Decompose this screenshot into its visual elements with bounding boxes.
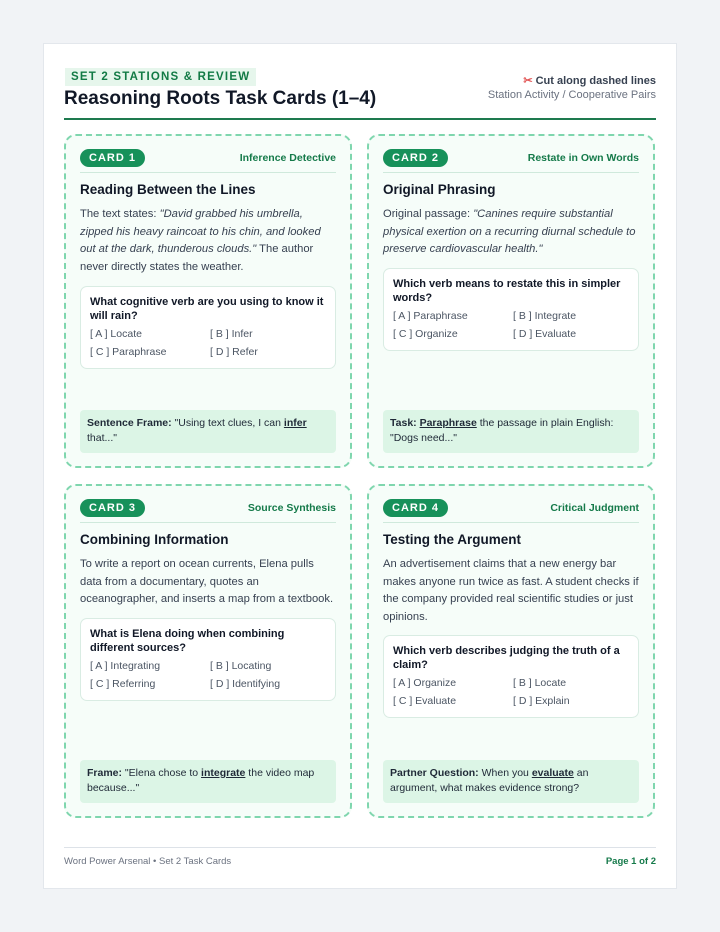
option-a: [ A ] Organize	[393, 677, 457, 689]
page-header	[64, 68, 656, 120]
answer-options	[90, 659, 326, 691]
question-text: Which verb means to restate this in simpler words?	[393, 278, 621, 304]
option-c: [ C ] Referring	[90, 678, 156, 690]
card-divider	[80, 172, 336, 173]
question-box	[80, 286, 336, 369]
card-skill: Critical Judgment	[550, 502, 639, 514]
card-skill: Restate in Own Words	[527, 152, 639, 164]
question-box	[383, 635, 639, 718]
card-label: CARD 2	[383, 149, 448, 167]
option-a: [ A ] Paraphrase	[393, 310, 468, 322]
activity-type: Station Activity / Cooperative Pairs	[487, 89, 656, 101]
option-d: [ D ] Explain	[513, 695, 570, 707]
option-c: [ C ] Evaluate	[393, 695, 457, 707]
option-d: [ D ] Evaluate	[513, 328, 577, 340]
footer-source: Word Power Arsenal • Set 2 Task Cards	[64, 856, 232, 867]
question-text: Which verb describes judging the truth of a claim?	[393, 645, 620, 671]
option-b: [ B ] Locating	[210, 660, 272, 672]
cut-instruction	[523, 74, 656, 87]
card-divider	[80, 522, 336, 523]
task-card-4	[367, 484, 655, 818]
card-title: Original Phrasing	[383, 182, 496, 197]
card-title: Reading Between the Lines	[80, 182, 256, 197]
question-box	[80, 618, 336, 701]
card-title: Testing the Argument	[383, 532, 521, 547]
option-c: [ C ] Organize	[393, 328, 458, 340]
scissors-icon: ✂	[523, 75, 533, 87]
sentence-frame: Frame: "Elena chose to integrate the video map because..."	[80, 760, 336, 803]
worksheet-page	[43, 43, 677, 889]
option-c: [ C ] Paraphrase	[90, 346, 167, 358]
answer-options	[90, 327, 326, 359]
card-label: CARD 1	[80, 149, 145, 167]
option-b: [ B ] Infer	[210, 328, 253, 340]
card-passage: The text states: "David grabbed his umbrella, zipped his heavy raincoat to his chin, and looked out at the dark, thunderous clouds." The author never directly states the weather.	[80, 208, 321, 273]
answer-options	[393, 676, 629, 708]
sentence-frame: Sentence Frame: "Using text clues, I can infer that..."	[80, 410, 336, 453]
option-a: [ A ] Integrating	[90, 660, 161, 672]
card-title: Combining Information	[80, 532, 229, 547]
card-passage: An advertisement claims that a new energy bar makes anyone run twice as fast. A student checks if the company provided real scientific studies or just opinions.	[383, 558, 639, 623]
question-box	[383, 268, 639, 351]
card-label: CARD 3	[80, 499, 145, 517]
footer-divider	[64, 847, 656, 848]
set-badge: SET 2 STATIONS & REVIEW	[65, 68, 256, 86]
card-passage: Original passage: "Canines require substantial physical exertion on a recurring diurnal schedule to preserve cardiovascular health."	[383, 208, 636, 255]
partner-question-frame: Partner Question: When you evaluate an argument, what makes evidence strong?	[383, 760, 639, 803]
card-label: CARD 4	[383, 499, 448, 517]
cut-text: Cut along dashed lines	[535, 75, 656, 87]
card-passage: To write a report on ocean currents, Elena pulls data from a documentary, quotes an oceanographer, and inserts a map from a textbook.	[80, 558, 334, 605]
option-d: [ D ] Identifying	[210, 678, 281, 690]
card-skill: Inference Detective	[239, 152, 336, 164]
task-card-3	[64, 484, 352, 818]
card-divider	[383, 172, 639, 173]
option-d: [ D ] Refer	[210, 346, 258, 358]
option-b: [ B ] Integrate	[513, 310, 577, 322]
page-number: Page 1 of 2	[605, 856, 656, 867]
question-text: What is Elena doing when combining different sources?	[90, 628, 285, 654]
card-divider	[383, 522, 639, 523]
question-text: What cognitive verb are you using to know it will rain?	[90, 296, 324, 322]
option-b: [ B ] Locate	[513, 677, 567, 689]
task-card-1	[64, 134, 352, 468]
answer-options	[393, 309, 629, 341]
task-frame: Task: Paraphrase the passage in plain English: "Dogs need..."	[383, 410, 639, 453]
task-card-2	[367, 134, 655, 468]
option-a: [ A ] Locate	[90, 328, 142, 340]
card-skill: Source Synthesis	[247, 502, 336, 514]
page-title: Reasoning Roots Task Cards (1–4)	[64, 88, 377, 109]
